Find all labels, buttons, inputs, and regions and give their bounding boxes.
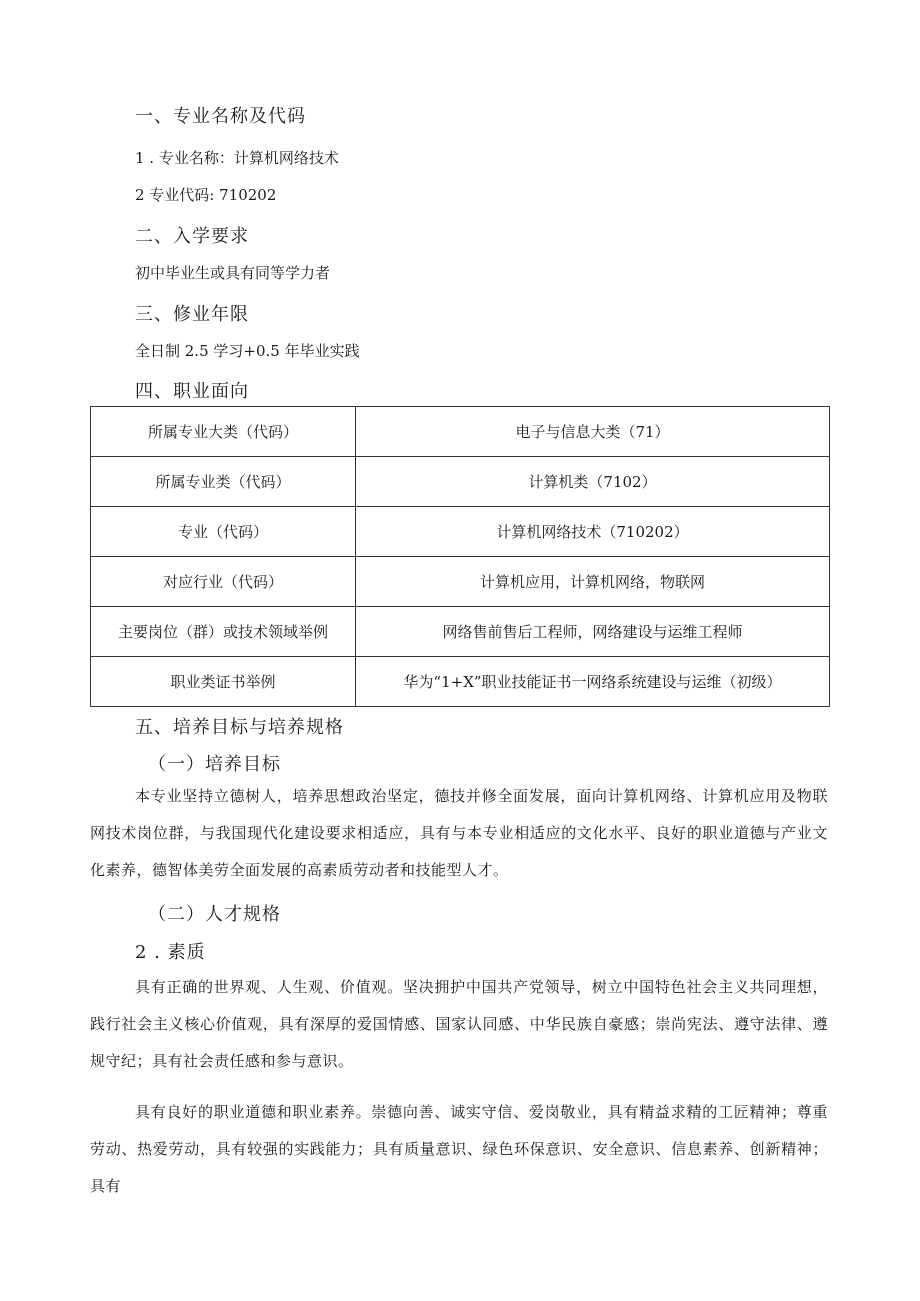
section-1-title: 一、专业名称及代码 bbox=[135, 106, 306, 127]
career-table bbox=[90, 406, 830, 707]
table-cell-value: 华为“1+X”职业技能证书一网络系统建设与运维（初级） bbox=[356, 657, 830, 707]
table-cell-value: 网络售前售后工程师，网络建设与运维工程师 bbox=[356, 607, 830, 657]
table-cell-value: 计算机网络技术（710202） bbox=[356, 507, 830, 557]
quality-heading: 2 . 素质 bbox=[135, 942, 206, 963]
major-name: 1 . 专业名称：计算机网络技术 bbox=[135, 149, 339, 167]
section-5-title: 五、培养目标与培养规格 bbox=[135, 717, 344, 738]
training-goal-paragraph: 本专业坚持立德树人，培养思想政治坚定，德技并修全面发展，面向计算机网络、计算机应用及物联网技术岗位群，与我国现代化建设要求相适应，具有与本专业相适应的文化水平、良好的职业道德与产业文化素养，德智体美劳全面发展的高素质劳动者和技能型人才。 bbox=[90, 787, 828, 879]
table-row bbox=[91, 607, 830, 657]
table-row bbox=[91, 557, 830, 607]
quality-paragraph-1: 具有正确的世界观、人生观、价值观。坚决拥护中国共产党领导，树立中国特色社会主义共同理想，践行社会主义核心价值观，具有深厚的爱国情感、国家认同感、中华民族自豪感；崇尚宪法、遵守法律、遵规守纪；具有社会责任感和参与意识。 bbox=[90, 978, 828, 1070]
major-code: 2 专业代码: 710202 bbox=[135, 186, 277, 204]
table-cell-value: 计算机应用，计算机网络，物联网 bbox=[356, 557, 830, 607]
table-row bbox=[91, 507, 830, 557]
section-2-title: 二、入学要求 bbox=[135, 226, 249, 247]
table-row bbox=[91, 407, 830, 457]
subsection-talent-spec: （二）人才规格 bbox=[148, 904, 281, 925]
section-4-title: 四、职业面向 bbox=[135, 381, 249, 402]
subsection-training-goal: （一）培养目标 bbox=[148, 754, 281, 775]
table-cell-label: 对应行业（代码） bbox=[91, 557, 356, 607]
quality-paragraph-2: 具有良好的职业道德和职业素养。崇德向善、诚实守信、爱岗敬业，具有精益求精的工匠精神；尊重劳动、热爱劳动，具有较强的实践能力；具有质量意识、绿色环保意识、安全意识、信息素养、创新精神；具有 bbox=[90, 1103, 828, 1195]
table-cell-label: 职业类证书举例 bbox=[91, 657, 356, 707]
table-cell-label: 专业（代码） bbox=[91, 507, 356, 557]
table-cell-label: 所属专业大类（代码） bbox=[91, 407, 356, 457]
table-row bbox=[91, 457, 830, 507]
table-cell-label: 主要岗位（群）或技术领域举例 bbox=[91, 607, 356, 657]
study-duration: 全日制 2.5 学习+0.5 年毕业实践 bbox=[135, 342, 360, 360]
table-cell-value: 计算机类（7102） bbox=[356, 457, 830, 507]
admission-requirement: 初中毕业生或具有同等学力者 bbox=[135, 264, 331, 282]
section-3-title: 三、修业年限 bbox=[135, 304, 249, 325]
table-row bbox=[91, 657, 830, 707]
table-cell-value: 电子与信息大类（71） bbox=[356, 407, 830, 457]
table-cell-label: 所属专业类（代码） bbox=[91, 457, 356, 507]
